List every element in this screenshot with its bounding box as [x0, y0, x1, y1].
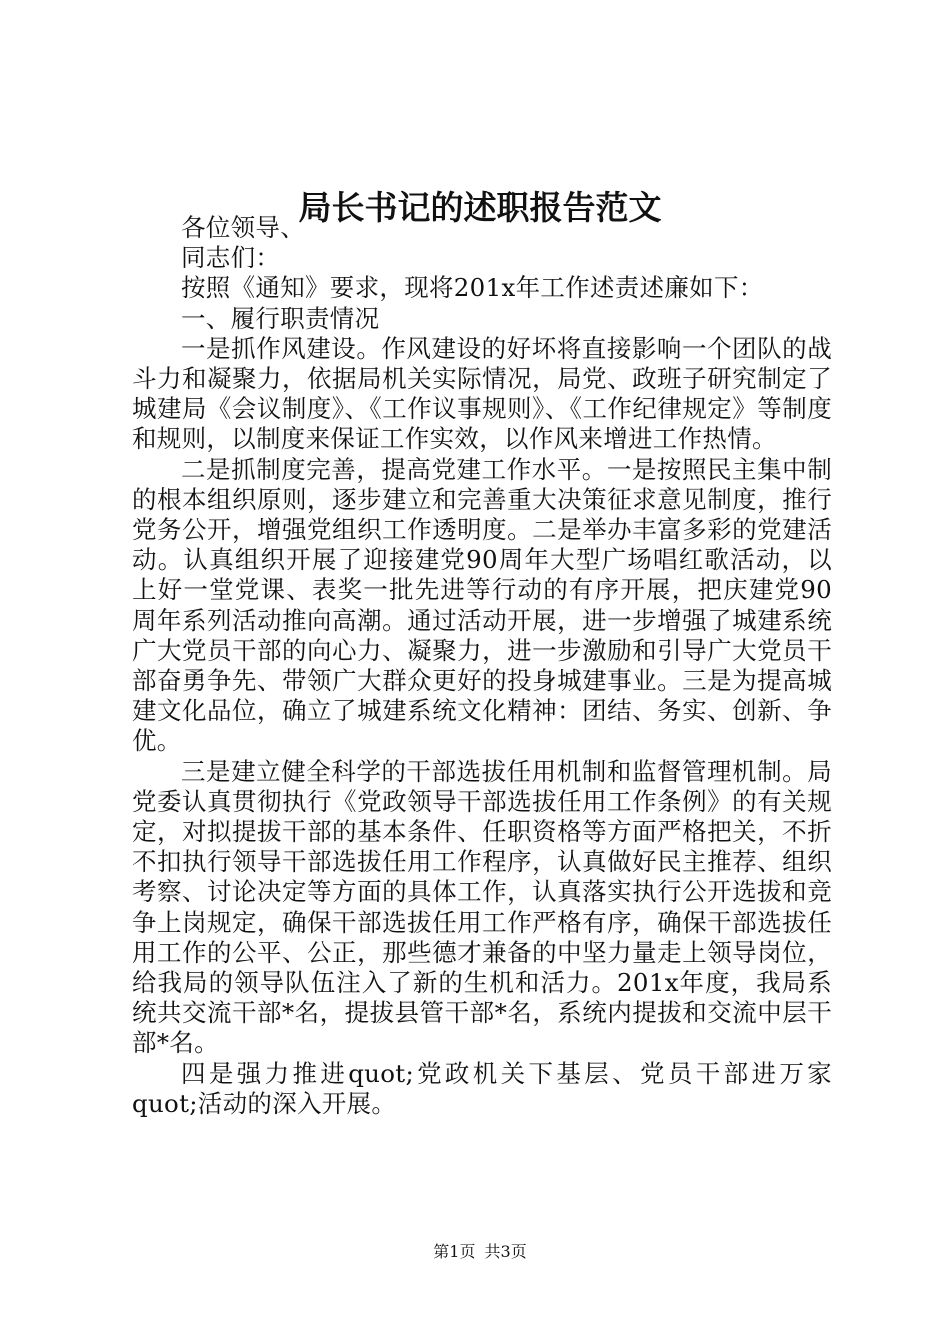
salutation-leaders: 各位领导、 — [181, 213, 305, 242]
page-footer — [0, 1240, 950, 1264]
intro-paragraph: 按照《通知》要求，现将201x年工作述责述廉如下： — [181, 273, 764, 303]
page-number: 第1页 — [433, 1242, 476, 1261]
paragraph-work-style: 一是抓作风建设。作风建设的好坏将直接影响一个团队的战斗力和凝聚力，依据局机关实际情况，局党、政班子研究制定了城建局《会议制度》、《工作议事规则》、《工作纪律规定》等制度和规则，以制度来保证工作实效，以作风来增进工作热情。 — [132, 333, 832, 454]
document-body — [132, 213, 832, 1119]
paragraph-cadre-selection: 三是建立健全科学的干部选拔任用机制和监督管理机制。局党委认真贯彻执行《党政领导干部选拔任用工作条例》的有关规定，对拟提拔干部的基本条件、任职资格等方面严格把关，不折不扣执行领导干部选拔任用工作程序，认真做好民主推荐、组织考察、讨论决定等方面的具体工作，认真落实执行公开选拔和竞争上岗规定，确保干部选拔任用工作严格有序，确保干部选拔任用工作的公平、公正，那些德才兼备的中坚力量走上领导岗位，给我局的领导队伍注入了新的生机和活力。201x年度，我局系统共交流干部*名，提拔县管干部*名，系统内提拔和交流中层干部*名。 — [132, 756, 832, 1058]
document-title: 局长书记的述职报告范文 — [298, 188, 662, 227]
page-total: 共3页 — [484, 1242, 527, 1261]
paragraph-grassroots-campaign: 四是强力推进quot;党政机关下基层、党员干部进万家quot;活动的深入开展。 — [132, 1058, 832, 1118]
salutation-comrades: 同志们： — [181, 243, 281, 273]
paragraph-system-improvement: 二是抓制度完善，提高党建工作水平。一是按照民主集中制的根本组织原则，逐步建立和完善重大决策征求意见制度，推行党务公开，增强党组织工作透明度。二是举办丰富多彩的党建活动。认真组织开展了迎接建党90周年大型广场唱红歌活动，以上好一堂党课、表奖一批先进等行动的有序开展，把庆建党90周年系列活动推向高潮。通过活动开展，进一步增强了城建系统广大党员干部的向心力、凝聚力，进一步激励和引导广大党员干部奋勇争先、带领广大群众更好的投身城建事业。三是为提高城建文化品位，确立了城建系统文化精神：团结、务实、创新、争优。 — [132, 454, 832, 756]
section-heading: 一、履行职责情况 — [181, 303, 380, 333]
